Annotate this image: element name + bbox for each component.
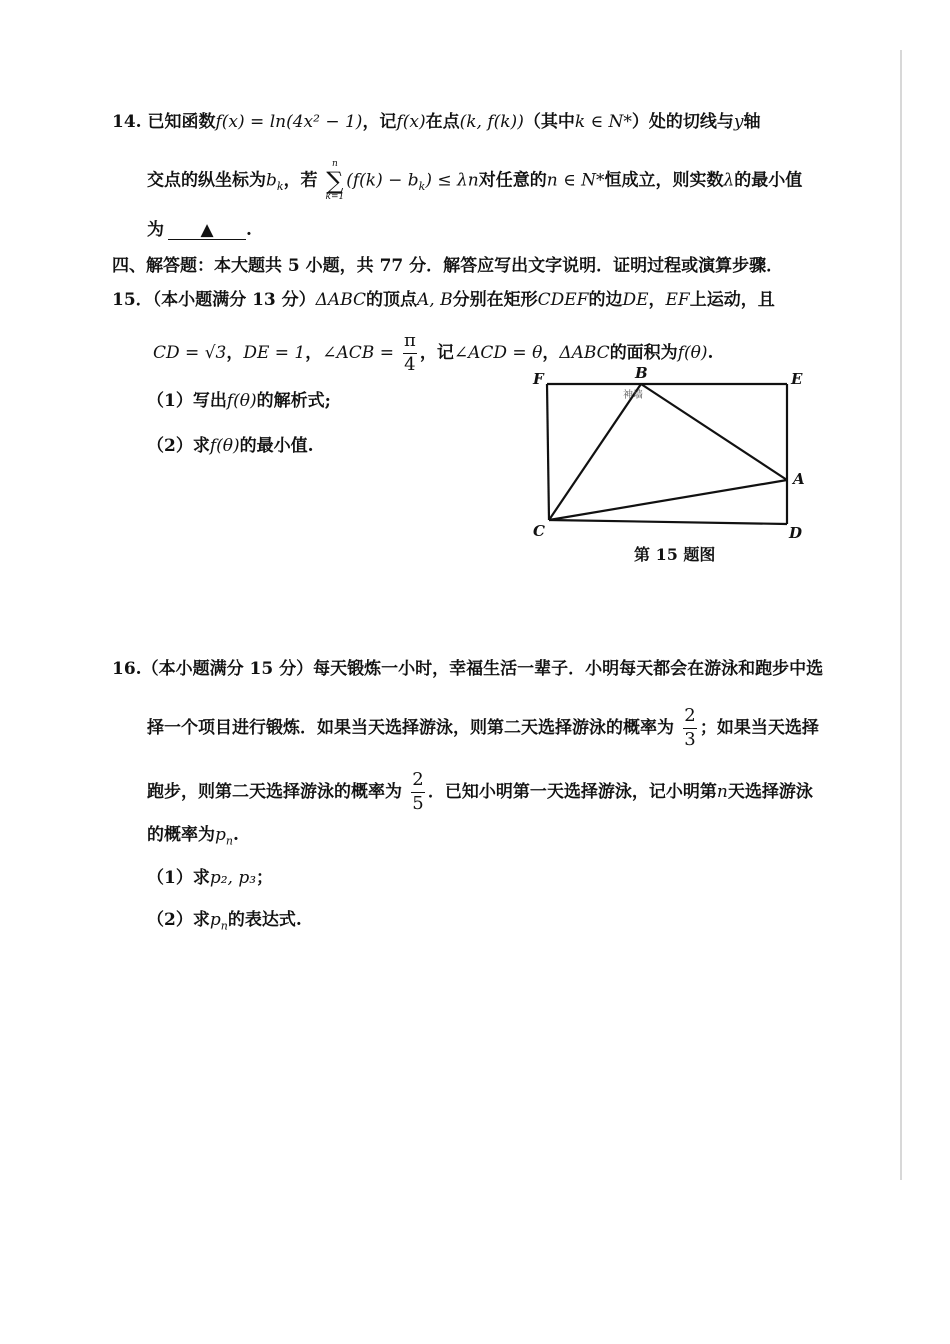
summation: n ∑ k=1 xyxy=(325,159,345,202)
fraction-2-over-3: $\frac{2}{3}$ xyxy=(684,705,696,750)
q16-part-2: （2）求$p_n$的表达式. xyxy=(147,910,302,933)
answer-blank: ▲ xyxy=(168,222,246,240)
q15-line-1: 15．（本小题满分 13 分）ΔABC的顶点A, B分别在矩形CDEF的边DE，EF上运动，且 xyxy=(112,290,775,310)
segment-CA xyxy=(549,480,787,520)
label-F: F xyxy=(533,370,544,388)
q15-line-2: CD = √3，DE = 1，∠ACB = $\frac{\pi}{4}$ ，记∠ACD = θ，ΔABC的面积为f(θ). xyxy=(153,330,714,375)
q15-part-2: （2）求f(θ)的最小值. xyxy=(147,436,314,456)
stamp-text: 神墙 xyxy=(623,390,643,401)
segment-BA xyxy=(641,384,787,480)
q14-number: 14. xyxy=(112,112,142,132)
q14-line-2: 交点的纵坐标为$b_k$，若 n ∑ k=1 $(f(k) - b_k) \le \lambda n$对任意的n ∈ N*恒成立，则实数λ的最小值 xyxy=(147,159,803,202)
edge-CF xyxy=(547,384,549,520)
q16-part-1: （1）求p₂, p₃； xyxy=(147,868,274,888)
figure-15 xyxy=(525,362,815,542)
q14-line-3: 为 ▲ . xyxy=(147,220,252,240)
q16-line-4: 的概率为$p_n$. xyxy=(147,825,239,848)
q16-line-2: 择一个项目进行锻炼．如果当天选择游泳，则第二天选择游泳的概率为 $\frac{2}{3}$ ；如果当天选择 xyxy=(147,705,819,750)
q16-line-1: 16.（本小题满分 15 分）每天锻炼一小时，幸福生活一辈子．小明每天都会在游泳和跑步中选 xyxy=(112,659,824,679)
segment-CB xyxy=(549,384,641,520)
section-heading: 四、解答题：本大题共 5 小题，共 77 分．解答应写出文字说明．证明过程或演算步骤． xyxy=(112,256,784,276)
q15-part-1: （1）写出f(θ)的解析式; xyxy=(147,391,331,411)
figure-caption: 第 15 题图 xyxy=(634,545,716,564)
edge-DC xyxy=(549,520,787,524)
label-B: B xyxy=(635,364,648,382)
page-edge xyxy=(900,50,902,1180)
q14-line-1: 14. 已知函数f(x) = ln(4x² − 1)，记f(x)在点(k, f(k))（其中k ∈ N*）处的切线与y轴 xyxy=(112,112,761,132)
fraction-2-over-5: $\frac{2}{5}$ xyxy=(412,769,424,814)
label-C: C xyxy=(533,522,545,540)
q14-function: f(x) = ln(4x² − 1) xyxy=(215,112,363,132)
label-E: E xyxy=(791,370,803,388)
q16-line-3: 跑步，则第二天选择游泳的概率为 $\frac{2}{5}$ ．已知小明第一天选择游泳，记小明第n天选择游泳 xyxy=(147,769,813,814)
label-D: D xyxy=(789,524,803,542)
label-A: A xyxy=(793,470,805,488)
fraction-pi-over-4: $\frac{\pi}{4}$ xyxy=(403,330,416,375)
